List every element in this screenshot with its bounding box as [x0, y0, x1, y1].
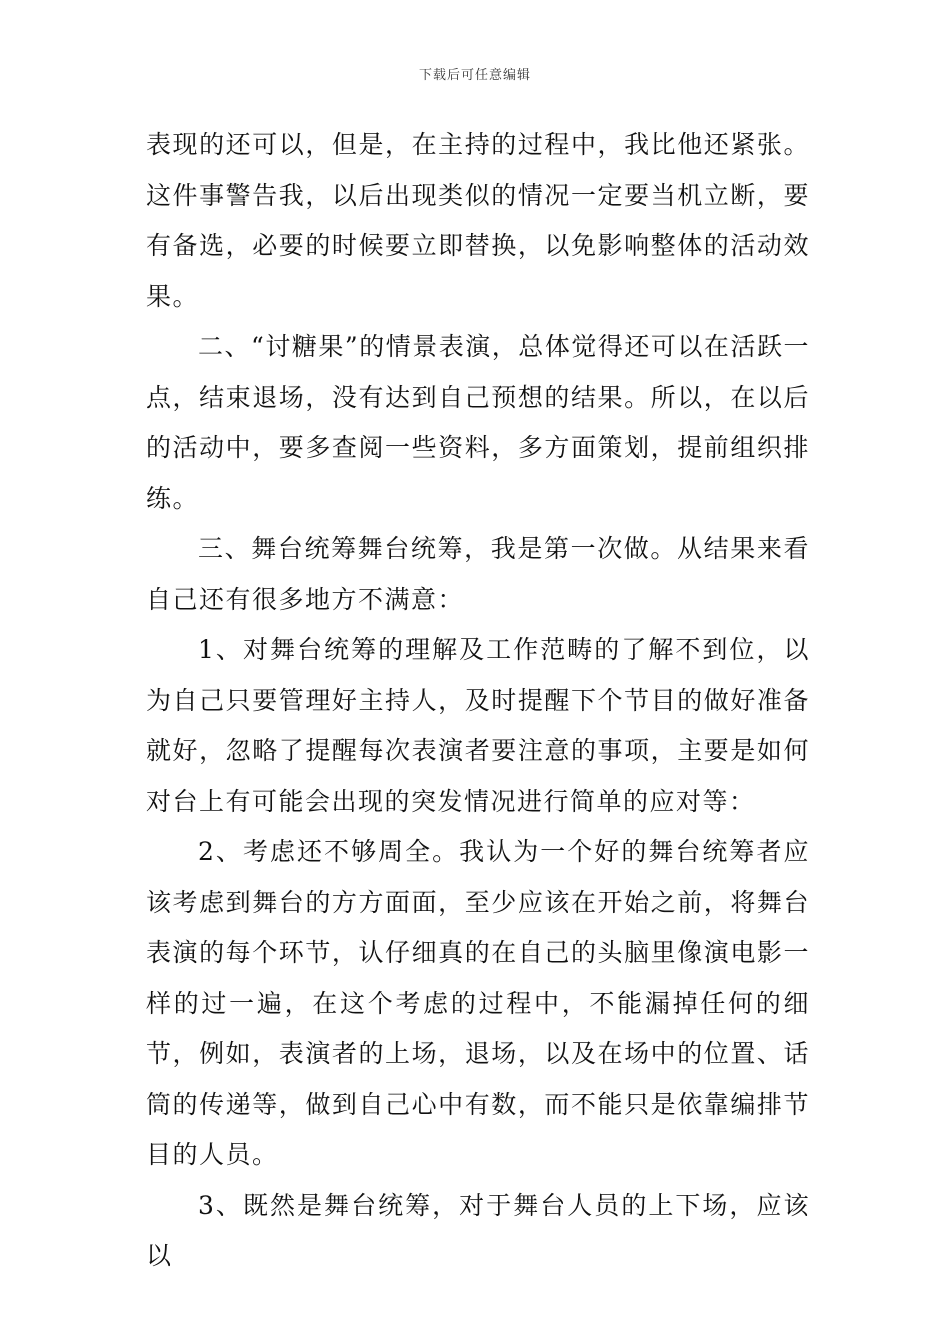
paragraph-3: 三、舞台统筹舞台统筹，我是第一次做。从结果来看自己还有很多地方不满意：	[146, 534, 810, 614]
paragraph-2: 二、“讨糖果”的情景表演，总体觉得还可以在活跃一点，结束退场，没有达到自己预想的结果。所以，在以后的活动中，要多查阅一些资料，多方面策划，提前组织排练。	[146, 332, 810, 513]
page-header: 下载后可任意编辑	[418, 68, 531, 83]
paragraph-5: 2、考虑还不够周全。我认为一个好的舞台统筹者应该考虑到舞台的方方面面，至少应该在开始之前，将舞台表演的每个环节，认仔细真的在自己的头脑里像演电影一样的过一遍，在这个考虑的过程中，不能漏掉任何的细节，例如，表演者的上场，退场，以及在场中的位置、话筒的传递等，做到自己心中有数，而不能只是依靠编排节目的人员。	[146, 837, 810, 1169]
document-body	[146, 120, 810, 1282]
paragraph-4: 1、对舞台统筹的理解及工作范畴的了解不到位，以为自己只要管理好主持人，及时提醒下个节目的做好准备就好，忽略了提醒每次表演者要注意的事项，主要是如何对台上有可能会出现的突发情况进行简单的应对等：	[146, 635, 810, 816]
paragraph-6: 3、既然是舞台统筹，对于舞台人员的上下场，应该以	[146, 1190, 810, 1270]
paragraph-1: 表现的还可以，但是，在主持的过程中，我比他还紧张。这件事警告我，以后出现类似的情况一定要当机立断，要有备选，必要的时候要立即替换，以免影响整体的活动效果。	[146, 130, 810, 311]
